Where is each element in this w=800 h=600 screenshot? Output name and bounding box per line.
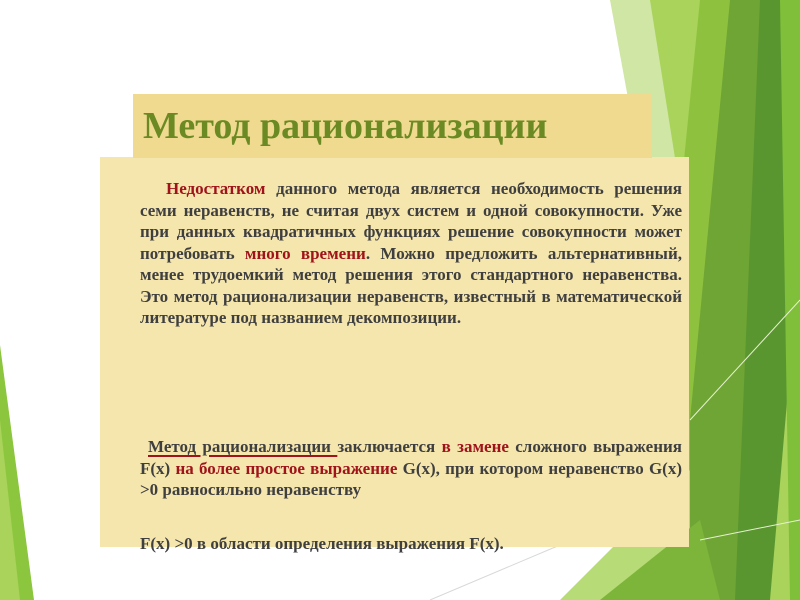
paragraph-2-term: Метод рационализации [148, 437, 338, 456]
paragraph-1 [140, 178, 682, 329]
paragraph-1-text-b: . Можно предложить альтернативный, менее трудоемкий метод решения этого стандартного неравенства. Это метод рационализации неравенств, известный в математической литературе под названием декомпозиции. [140, 243, 682, 327]
title-box [133, 94, 652, 158]
paragraph-1-lead: Недостатком [166, 179, 266, 198]
paragraph-2-text-b: сложного выражения F(x) [140, 437, 682, 478]
paragraph-2-text-c: G(x), при котором неравенство G(x) >0 равносильно неравенству [140, 458, 682, 499]
slide-title: Метод рационализации [143, 105, 548, 147]
paragraph-2 [140, 436, 682, 501]
paragraph-2-text-a: заключается [337, 437, 442, 456]
paragraph-1-emphasis: много времени [244, 243, 366, 263]
paragraph-2-emphasis-1: в замене [441, 437, 509, 456]
paragraph-1-text-a: данного метода является необходимость решения семи неравенств, не считая двух систем и одной совокупности. Уже при данных квадратичных функциях решение совокупности может потребовать [140, 179, 682, 263]
paragraph-2-emphasis-2: на более простое выражение [175, 458, 398, 478]
paragraph-3: F(x) >0 в области определения выражения F(x). [140, 534, 504, 553]
